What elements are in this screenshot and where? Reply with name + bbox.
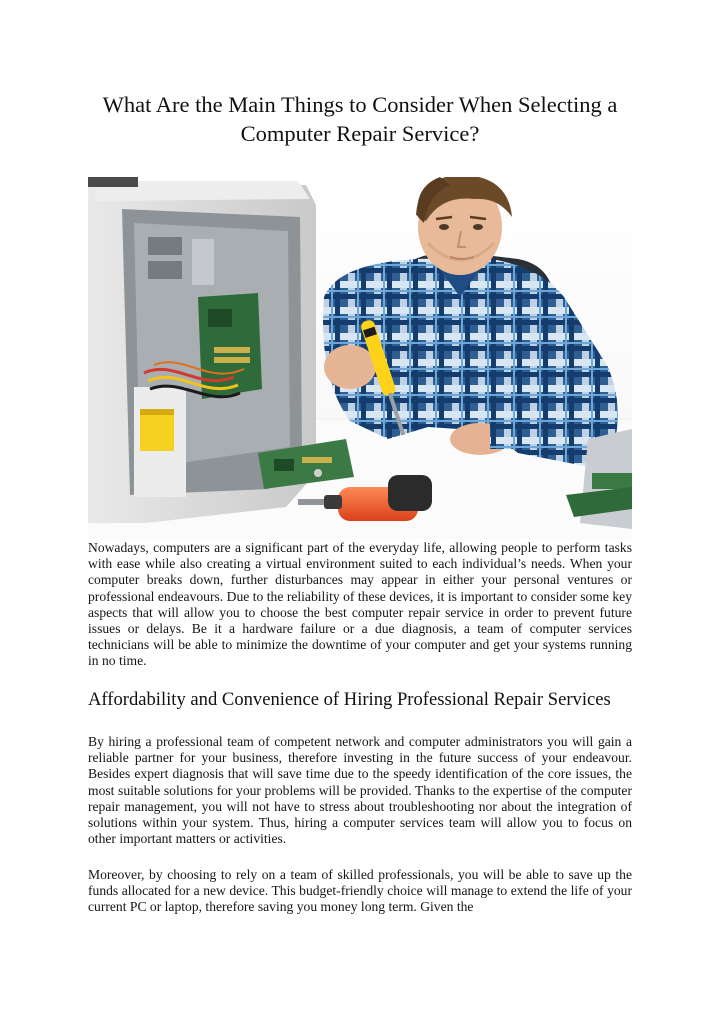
intro-paragraph: Nowadays, computers are a significant part of the everyday life, allowing people to perform tasks with ease while also creating a virtual environment suited to each individual’s needs. When your computer breaks down, further disturbances may appear in either your personal ventures or professional endeavours. Due to the reliability of these devices, it is important to consider some key aspects that will allow you to choose the best computer repair service in order to prevent future issues or delays. Be it a hardware failure or a due diagnosis, a team of computer services technicians will be able to minimize the downtime of your computer and get your systems running in no time. [88,540,632,669]
hero-image [88,177,632,539]
section-heading: Affordability and Convenience of Hiring Professional Repair Services [88,689,611,710]
section-paragraph: Moreover, by choosing to rely on a team of skilled professionals, you will be able to save up the funds allocated for a new device. This budget-friendly choice will manage to extend the life of your current PC or laptop, therefore saving you money long term. Given the [88,867,632,915]
page-title: What Are the Main Things to Consider When Selecting a Computer Repair Service? [102,92,618,146]
section-paragraph: By hiring a professional team of competent network and computer administrators you will gain a reliable partner for your business, therefore investing in the future success of your endeavour. Besides expert diagnosis that will save time due to the speedy identification of the core issues, the most suitable solutions for your problems will be provided. Thanks to the expertise of the computer repair management, you will not have to stress about troubleshooting nor about the integration of solutions within your system. Thus, hiring a computer services team will allow you to focus on other important matters or activities. [88,734,632,847]
